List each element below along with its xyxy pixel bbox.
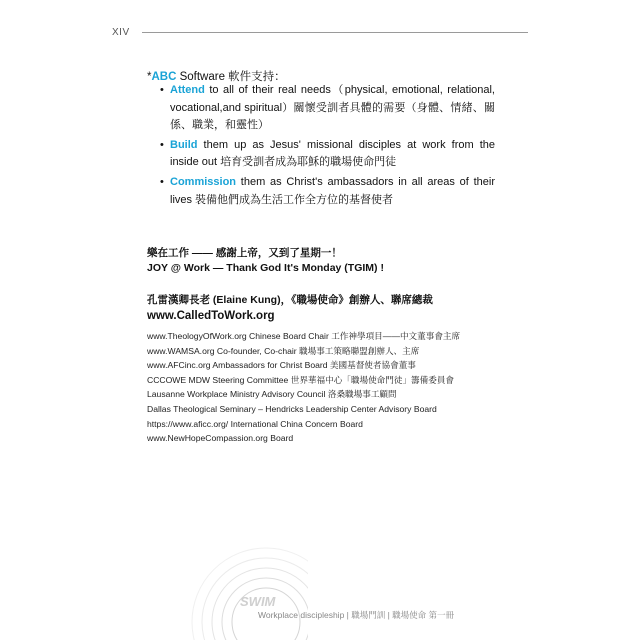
role-item: CCCOWE MDW Steering Committee 世界華福中心「職場使命門徒」籌備委員會: [147, 374, 455, 385]
role-item: www.TheologyOfWork.org Chinese Board Chair 工作神學項目——中文董事會主席: [147, 331, 461, 341]
page-number: XIV: [112, 27, 130, 38]
role-item: www.NewHopeCompassion.org Board: [147, 433, 294, 444]
role-item: https://www.aficc.org/ International China Concern Board: [147, 418, 363, 429]
author-name: 孔雷漢卿長老 (Elaine Kung)，《職場使命》創辦人、聯席總裁: [147, 294, 433, 306]
role-item: Dallas Theological Seminary – Hendricks Leadership Center Advisory Board: [147, 403, 437, 414]
intro-star: *: [147, 71, 152, 83]
bullet-dot-icon: •: [160, 175, 164, 188]
header-rule: [142, 32, 528, 33]
swim-logo-icon: [188, 542, 308, 640]
bullet-item: [160, 174, 495, 209]
bullet-item: [160, 137, 495, 172]
bullet-list: [160, 82, 495, 211]
role-item: www.AFCinc.org Ambassadors for Christ Board 美國基督使者協會董事: [147, 360, 416, 371]
bullet-dot-icon: •: [160, 138, 164, 151]
role-item: Lausanne Workplace Ministry Advisory Council 洛桑職場事工顧問: [147, 389, 397, 400]
joy-heading: [147, 246, 384, 276]
bullet-text: them up as Jesus' missional disciples at work from the inside out 培育受訓者成為耶穌的職場使命門徒: [170, 138, 495, 169]
bullet-keyword: Commission: [170, 175, 237, 188]
bullet-item: [160, 82, 495, 135]
bullet-text: them as Christ's ambassadors in all areas of their lives 裝備他們成為生活工作全方位的基督使者: [170, 175, 495, 206]
bullet-keyword: Attend: [170, 84, 205, 96]
roles-list: [147, 329, 460, 446]
bullet-dot-icon: •: [160, 84, 164, 96]
bullet-text: to all of their real needs（physical, emotional, relational, vocational,and spiritual）關懷受訓者具體的需要（身體、情緒、關係、職業，和靈性）: [170, 84, 495, 132]
intro-text: Software 軟件支持：: [176, 71, 286, 83]
bullet-keyword: Build: [170, 138, 198, 151]
joy-line-english: JOY @ Work — Thank God It's Monday (TGIM) !: [147, 262, 384, 274]
author-website: www.CalledToWork.org: [147, 310, 275, 322]
role-item: www.WAMSA.org Co-founder, Co-chair 職場事工策略聯盟創辦人、主席: [147, 345, 420, 356]
intro-brand: ABC: [151, 71, 177, 83]
logo-text: SWIM: [240, 594, 276, 609]
joy-line-chinese: 樂在工作 —— 感謝上帝，又到了星期一！: [147, 247, 342, 259]
footer-text: Workplace discipleship | 職場門訓 | 職場使命 第一冊: [258, 610, 455, 620]
